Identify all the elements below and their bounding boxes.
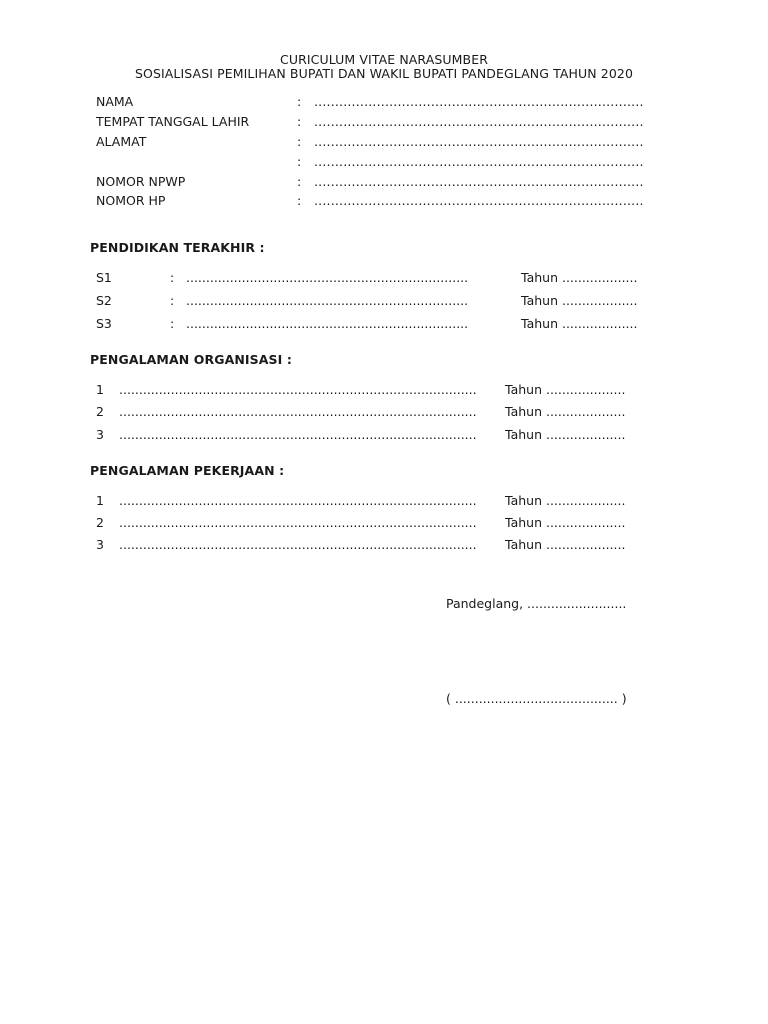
year-blank: Tahun ....................: [505, 427, 626, 442]
year-blank: Tahun ...................: [521, 270, 638, 285]
field-colon: :: [297, 134, 302, 149]
year-blank: Tahun ....................: [505, 537, 626, 552]
field-label: NOMOR HP: [96, 193, 166, 208]
row-number: 3: [96, 537, 104, 552]
row-number: 1: [96, 382, 104, 397]
field-colon: :: [297, 193, 302, 208]
row-number: 3: [96, 427, 104, 442]
field-label: TEMPAT TANGGAL LAHIR: [96, 114, 250, 129]
field-label: ALAMAT: [96, 134, 147, 149]
field-blank: ...............................................................................: [314, 154, 644, 169]
year-blank: Tahun ....................: [505, 493, 626, 508]
field-blank: .......................................................................: [186, 270, 469, 285]
field-blank: ...............................................................................: [314, 114, 644, 129]
work-heading: PENGALAMAN PEKERJAAN :: [90, 463, 285, 478]
row-number: 2: [96, 404, 104, 419]
row-number: 1: [96, 493, 104, 508]
field-blank: ..........................................................................................: [119, 404, 477, 419]
signature-name-line: ( ......................................... ): [446, 691, 627, 706]
field-blank: ..........................................................................................: [119, 382, 477, 397]
field-label: NOMOR NPWP: [96, 174, 186, 189]
field-blank: ...............................................................................: [314, 174, 644, 189]
field-blank: ...............................................................................: [314, 94, 644, 109]
field-blank: ...............................................................................: [314, 134, 644, 149]
document-subtitle: SOSIALISASI PEMILIHAN BUPATI DAN WAKIL BUPATI PANDEGLANG TAHUN 2020: [134, 66, 633, 81]
field-blank: ..........................................................................................: [119, 427, 477, 442]
field-colon: :: [170, 293, 175, 308]
year-blank: Tahun ....................: [505, 515, 626, 530]
education-level: S1: [96, 270, 112, 285]
document-title: CURICULUM VITAE NARASUMBER: [280, 52, 488, 67]
field-blank: ..........................................................................................: [119, 493, 477, 508]
field-colon: :: [297, 174, 302, 189]
year-blank: Tahun ...................: [521, 293, 638, 308]
field-blank: ..........................................................................................: [119, 537, 477, 552]
field-colon: :: [297, 154, 302, 169]
field-blank: ..........................................................................................: [119, 515, 477, 530]
field-colon: :: [297, 114, 302, 129]
education-heading: PENDIDIKAN TERAKHIR :: [90, 240, 265, 255]
row-number: 2: [96, 515, 104, 530]
education-level: S2: [96, 293, 112, 308]
field-colon: :: [170, 316, 175, 331]
field-blank: .......................................................................: [186, 316, 469, 331]
organization-heading: PENGALAMAN ORGANISASI :: [90, 352, 292, 367]
year-blank: Tahun ...................: [521, 316, 638, 331]
field-blank: ...............................................................................: [314, 193, 644, 208]
field-blank: .......................................................................: [186, 293, 469, 308]
field-colon: :: [170, 270, 175, 285]
education-level: S3: [96, 316, 112, 331]
field-colon: :: [297, 94, 302, 109]
year-blank: Tahun ....................: [505, 404, 626, 419]
place-date-line: Pandeglang, .........................: [446, 596, 627, 611]
field-label: NAMA: [96, 94, 134, 109]
year-blank: Tahun ....................: [505, 382, 626, 397]
